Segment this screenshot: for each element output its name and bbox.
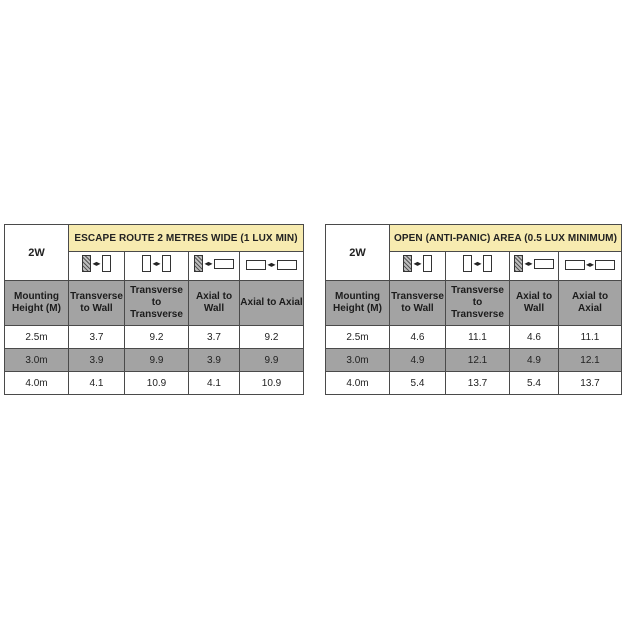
table-cell: 3.7 [69, 326, 125, 349]
column-header: Mounting Height (M) [5, 281, 69, 326]
table-cell: 3.7 [189, 326, 240, 349]
table-cell: 11.1 [446, 326, 510, 349]
table-cell: 4.0m [5, 372, 69, 395]
table-cell: 5.4 [510, 372, 559, 395]
open-area-table [325, 224, 622, 395]
wide-to-wide-icon: ◂▸ [565, 260, 615, 270]
table-cell: 4.6 [390, 326, 446, 349]
wall-to-tall-icon: ◂▸ [82, 255, 110, 272]
table-cell: 9.9 [240, 349, 304, 372]
table-cell: 9.2 [125, 326, 189, 349]
table-cell: 3.0m [5, 349, 69, 372]
wall-to-wide-icon: ◂▸ [194, 255, 233, 272]
table-cell: 4.9 [510, 349, 559, 372]
table-cell: 4.0m [326, 372, 390, 395]
wall-to-tall-icon: ◂▸ [403, 255, 431, 272]
wide-to-wide-icon: ◂▸ [246, 260, 296, 270]
column-header: Axial to Wall [189, 281, 240, 326]
tall-to-tall-icon: ◂▸ [463, 255, 491, 272]
table-row [5, 326, 304, 349]
table-cell: 10.9 [125, 372, 189, 395]
power-label: 2W [326, 225, 390, 281]
table-cell: 2.5m [5, 326, 69, 349]
table-row [326, 349, 622, 372]
table-cell: 10.9 [240, 372, 304, 395]
column-header: Transverse to Transverse [446, 281, 510, 326]
table-title: OPEN (ANTI-PANIC) AREA (0.5 LUX MINIMUM) [390, 225, 622, 252]
table-cell: 4.6 [510, 326, 559, 349]
column-header: Axial to Axial [240, 281, 304, 326]
table-cell: 9.2 [240, 326, 304, 349]
column-header-row [5, 281, 304, 326]
table-row [326, 372, 622, 395]
column-header: Transverse to Wall [69, 281, 125, 326]
column-header: Transverse to Transverse [125, 281, 189, 326]
table-cell: 4.1 [69, 372, 125, 395]
column-header-row [326, 281, 622, 326]
table-cell: 3.0m [326, 349, 390, 372]
column-header: Mounting Height (M) [326, 281, 390, 326]
table-cell: 4.9 [390, 349, 446, 372]
table-row [5, 349, 304, 372]
table-cell: 5.4 [390, 372, 446, 395]
wall-to-wide-icon: ◂▸ [514, 255, 553, 272]
table-cell: 9.9 [125, 349, 189, 372]
power-label: 2W [5, 225, 69, 281]
tall-to-tall-icon: ◂▸ [142, 255, 170, 272]
table-cell: 13.7 [446, 372, 510, 395]
table-cell: 12.1 [446, 349, 510, 372]
table-cell: 12.1 [559, 349, 622, 372]
table-row [326, 326, 622, 349]
column-header: Transverse to Wall [390, 281, 446, 326]
table-title: ESCAPE ROUTE 2 METRES WIDE (1 LUX MIN) [69, 225, 304, 252]
column-header: Axial to Wall [510, 281, 559, 326]
table-cell: 4.1 [189, 372, 240, 395]
table-cell: 3.9 [69, 349, 125, 372]
table-cell: 3.9 [189, 349, 240, 372]
table-cell: 13.7 [559, 372, 622, 395]
table-row [5, 372, 304, 395]
column-header: Axial to Axial [559, 281, 622, 326]
table-cell: 2.5m [326, 326, 390, 349]
escape-route-table [4, 224, 304, 395]
table-cell: 11.1 [559, 326, 622, 349]
